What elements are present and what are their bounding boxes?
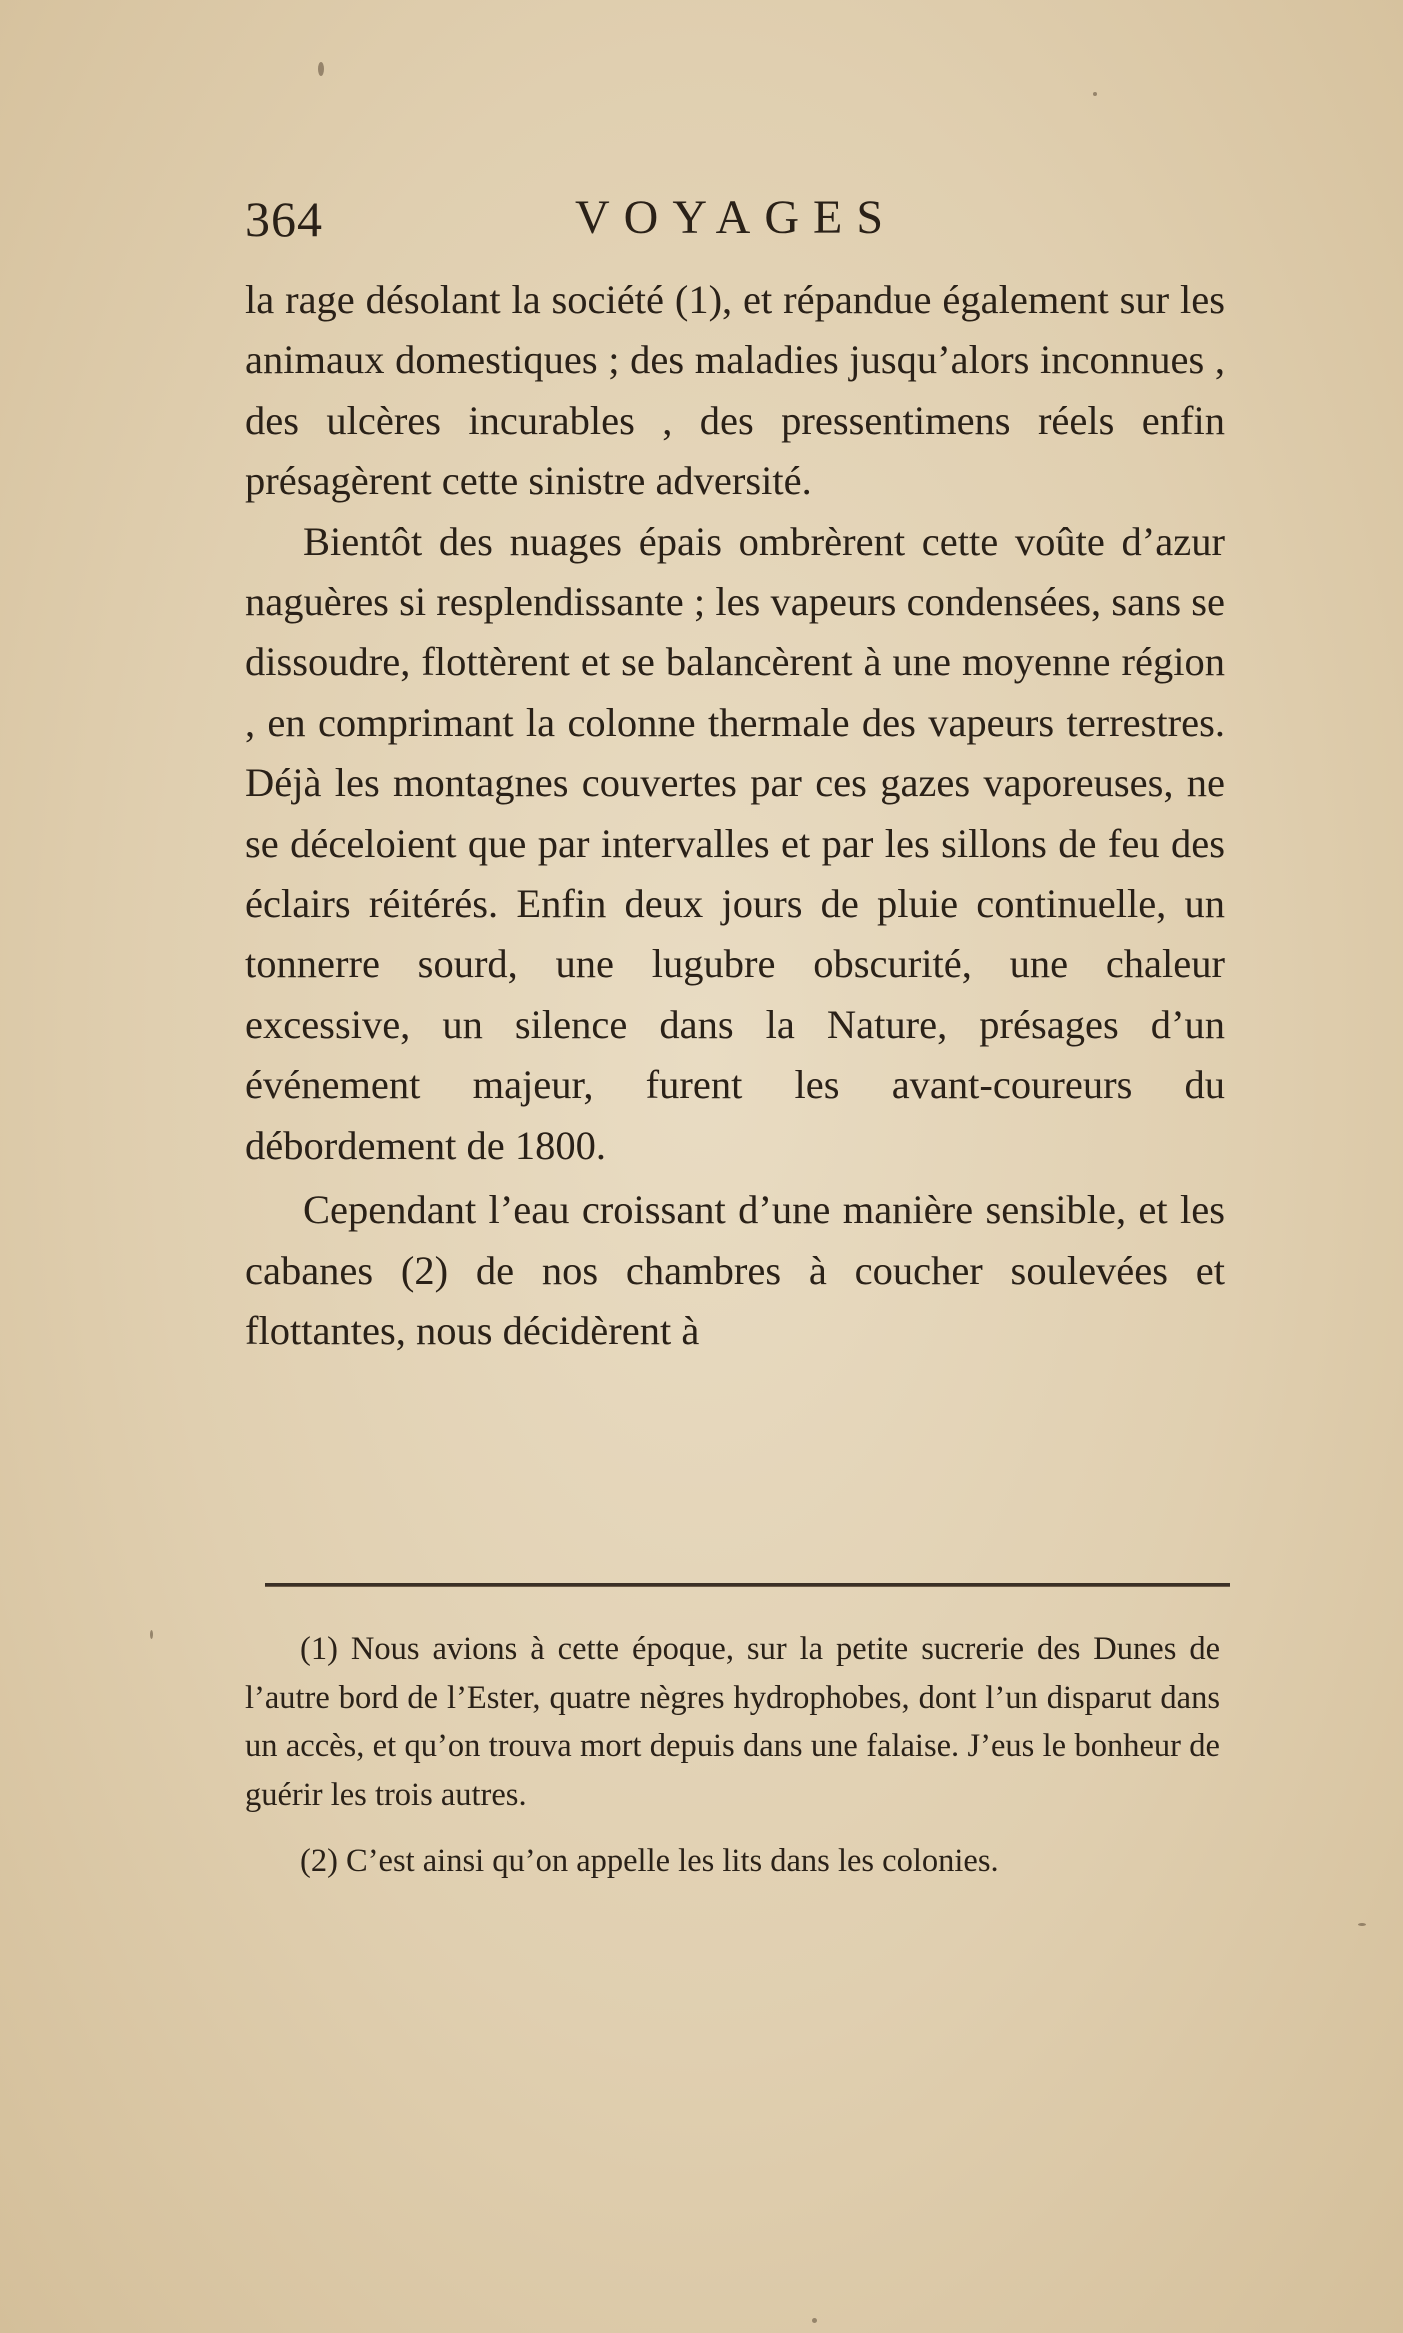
body-paragraph: Bientôt des nuages épais ombrèrent cette voûte d’azur naguères si resplendissante ; les vapeurs condensées, sans se dissoudre, flottèrent et se balancèrent à une moyenne région , en comprimant la colonne thermale des vapeurs terrestres. Déjà les montagnes couvertes par ces gazes vaporeuses, ne se déceloient que par intervalles et par les sillons de feu des éclairs réitérés. Enfin deux jours de pluie continuelle, un tonnerre sourd, une lugubre obscurité, une chaleur excessive, un silence dans la Nature, présages d’un événement majeur, furent les avant-coureurs du débordement de 1800.	[245, 518, 1225, 1168]
ink-speck	[150, 1630, 153, 1639]
body-paragraph: Cependant l’eau croissant d’une manière sensible, et les cabanes (2) de nos chambres à coucher soulevées et flottantes, nous décidèrent à	[245, 1187, 1225, 1353]
ink-speck	[318, 62, 324, 76]
page-number: 364	[245, 191, 323, 247]
ink-speck	[1093, 92, 1097, 96]
body-paragraph: la rage désolant la société (1), et répandue également sur les animaux domestiques ; des maladies jusqu’alors inconnues , des ulcères incurables , des pressentimens réels enfin présagèrent cette sinistre adversité.	[245, 277, 1225, 504]
ink-speck	[812, 2318, 817, 2323]
ink-speck	[1358, 1923, 1366, 1926]
body-text	[245, 270, 1225, 1361]
footnotes	[245, 1625, 1220, 1886]
footnote: (1) Nous avions à cette époque, sur la petite sucrerie des Dunes de l’autre bord de l’Ester, quatre nègres hydrophobes, dont l’un disparut dans un accès, et qu’on trouva mort depuis dans une falaise. J’eus le bonheur de guérir les trois autres.	[245, 1631, 1220, 1813]
footnote: (2) C’est ainsi qu’on appelle les lits dans les colonies.	[300, 1843, 999, 1879]
running-title: VOYAGES	[575, 191, 898, 244]
page-header	[245, 190, 1225, 260]
footnote-divider	[265, 1583, 1230, 1587]
